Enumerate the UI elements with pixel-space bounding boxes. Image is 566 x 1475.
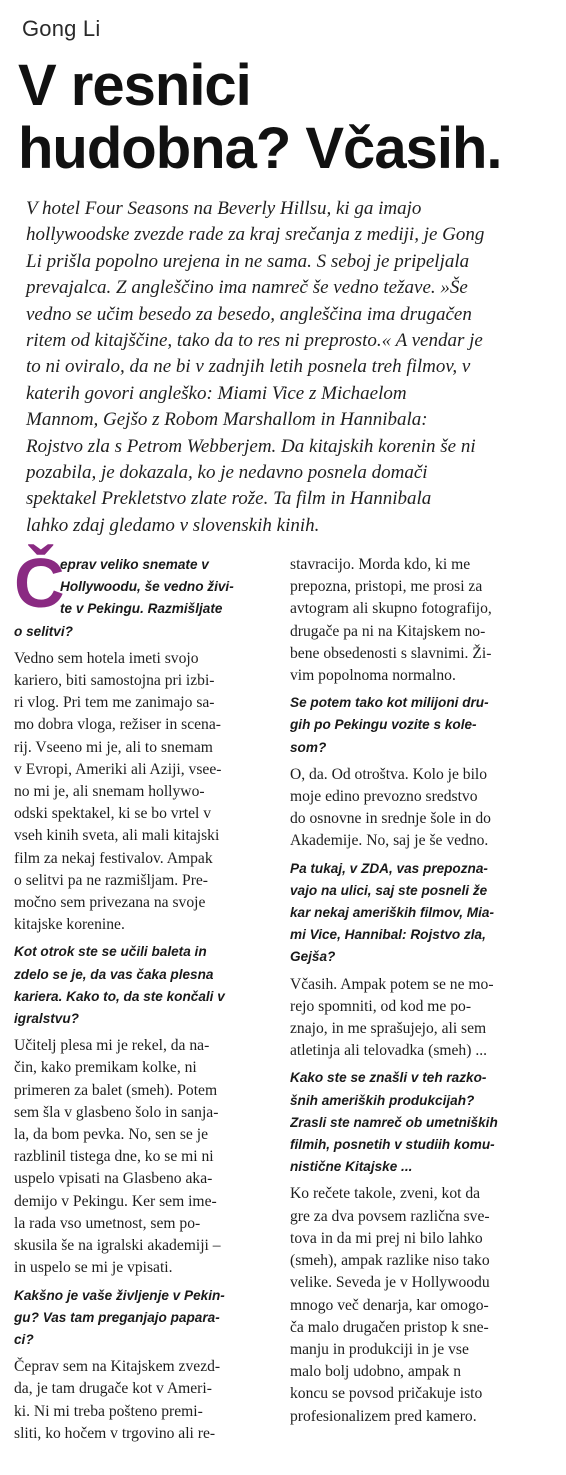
lead-line: to ni oviralo, da ne bi v zadnjih letih posnela treh filmov, v — [26, 356, 471, 378]
text-line: Pa tukaj, v ZDA, vas prepozna- — [290, 860, 488, 876]
text-line: Včasih. Ampak potem se ne mo- — [290, 975, 494, 993]
text-line: atletinja ali telovadka (smeh) ... — [290, 1042, 488, 1060]
text-line: gu? Vas tam preganjajo papara- — [14, 1309, 220, 1325]
text-line: ča malo drugačen pristop k sne- — [290, 1318, 489, 1336]
lead-line: prevajalca. Z angleščino ima namreč še vedno težave. »Še — [26, 277, 468, 299]
lead-line: spektakel Prekletstvo zlate rože. Ta film in Hannibala — [26, 488, 432, 510]
text-line: Hollywoodu, še vedno živi- — [60, 579, 234, 595]
interview-answer — [14, 1356, 270, 1445]
text-line: kariera. Kako to, da ste končali v — [14, 988, 225, 1004]
text-line: primeren za balet (smeh). Potem — [14, 1081, 218, 1099]
article-headline — [18, 54, 558, 180]
text-line: som? — [290, 739, 327, 755]
text-line: manju in produkciji in je vse — [290, 1340, 469, 1358]
text-line: no mi je, ali snemam hollywo- — [14, 783, 205, 801]
text-line: Kako ste se znašli v teh razko- — [290, 1070, 487, 1086]
interview-question — [290, 858, 546, 969]
text-line: Čeprav sem na Kitajskem zvezd- — [14, 1358, 221, 1376]
text-line: (smeh), ampak razlike niso tako — [290, 1252, 490, 1270]
text-line: ci? — [14, 1331, 34, 1347]
text-line: v Evropi, Ameriki ali Aziji, vsee- — [14, 760, 222, 778]
article-kicker: Gong Li — [22, 16, 101, 41]
text-line: in uspelo se mi je vpisati. — [14, 1259, 173, 1277]
lead-line: Li prišla popolno urejena in ne sama. S seboj je pripeljala — [26, 250, 470, 272]
text-line: šnih ameriških produkcijah? — [290, 1092, 475, 1108]
text-line: Zrasli ste namreč ob umetniških — [290, 1114, 498, 1130]
text-line: film za nekaj festivalov. Ampak — [14, 849, 213, 867]
text-line: sliti, ko hočem v trgovino ali re- — [14, 1424, 216, 1442]
text-line: kar nekaj ameriških filmov, Mia- — [290, 905, 494, 921]
text-line: la, da bom pevka. No, sen se je — [14, 1126, 209, 1144]
text-line: bene obsedenosti s slavnimi. Ži- — [290, 644, 492, 662]
text-line: filmih, posnetih v studiih komu- — [290, 1137, 495, 1153]
text-line: prepozna, pristopi, me prosi za — [290, 578, 483, 596]
interview-question — [290, 1067, 546, 1178]
interview-answer — [290, 1183, 546, 1427]
text-line: Kakšno je vaše življenje v Pekin- — [14, 1287, 225, 1303]
interview-question — [290, 692, 546, 759]
interview-answer — [14, 648, 270, 937]
interview-answer — [290, 764, 546, 853]
text-line: gih po Pekingu vozite s kole- — [290, 717, 477, 733]
text-line: malo bolj udobno, ampak n — [290, 1363, 462, 1381]
text-line: Kot otrok ste se učili baleta in — [14, 944, 207, 960]
lead-line: vedno se učim besedo za besedo, angleščina ima drugačen — [26, 303, 472, 325]
text-line: avtogram ali skupno fotografijo, — [290, 600, 492, 618]
text-line: Se potem tako kot milijoni dru- — [290, 695, 489, 711]
text-line: do osnovne in srednje šole in do — [290, 810, 491, 828]
text-line: eprav veliko snemate v — [60, 557, 209, 572]
interview-answer — [14, 1035, 270, 1279]
text-line: uspelo vpisati na Glasbeno aka- — [14, 1170, 213, 1188]
text-line: Ko rečete takole, zveni, kot da — [290, 1185, 481, 1203]
text-line: rij. Vseeno mi je, ali to snemam — [14, 738, 213, 756]
text-line: zdelo se je, da vas čaka plesna — [14, 966, 214, 982]
text-line: odski spektakel, ki se bo vrtel v — [14, 805, 212, 823]
text-line: koncu se povsod pričakuje isto — [290, 1385, 483, 1403]
left-column — [14, 544, 270, 1445]
right-column — [290, 554, 546, 1428]
text-line: Učitelj plesa mi je rekel, da na- — [14, 1037, 210, 1055]
text-line: profesionalizem pred kamero. — [290, 1407, 477, 1425]
text-line: mo dobra vloga, režiser in scena- — [14, 716, 221, 734]
interview-question — [14, 544, 270, 643]
lead-line: Mannom, Gejšo z Robom Marshallom in Hannibala: — [26, 409, 428, 431]
article-lead — [26, 196, 556, 539]
text-line: sem šla v glasbeno šolo in sanja- — [14, 1103, 219, 1121]
text-line: znajo, in me sprašujejo, ali sem — [290, 1020, 487, 1038]
text-line: Vedno sem hotela imeti svojo — [14, 649, 199, 667]
lead-line: pozabila, je dokazala, ko je nedavno posnela domači — [26, 462, 428, 484]
text-line: Akademije. No, saj je še vedno. — [290, 832, 489, 850]
text-line: nistične Kitajske ... — [290, 1159, 413, 1175]
text-line: čin, kako premikam kolke, ni — [14, 1059, 197, 1077]
text-line: da, je tam drugače kot v Ameri- — [14, 1380, 212, 1398]
lead-line: katerih govori angleško: Miami Vice z Michaelom — [26, 382, 407, 404]
text-line: gre za dva povsem različna sve- — [290, 1207, 490, 1225]
interview-answer — [290, 554, 546, 687]
headline-line: V resnici — [18, 53, 251, 118]
text-line: vim popolnoma normalno. — [290, 667, 456, 685]
text-line: mi Vice, Hannibal: Rojstvo zla, — [290, 927, 486, 943]
lead-line: ritem od kitajščine, tako da to res ni preprosto.« A vendar je — [26, 330, 483, 352]
text-line: stavracijo. Morda kdo, ki me — [290, 556, 471, 573]
interview-answer — [290, 974, 546, 1063]
lead-line: hollywoodske zvezde rade za kraj srečanja z mediji, je Gong — [26, 224, 485, 246]
text-line: o selitvi? — [14, 623, 73, 639]
text-line: velike. Seveda je v Hollywoodu — [290, 1274, 490, 1292]
lead-line: lahko zdaj gledamo v slovenskih kinih. — [26, 514, 320, 536]
text-line: demijo v Pekingu. Ker sem ime- — [14, 1192, 217, 1210]
lead-line: V hotel Four Seasons na Beverly Hillsu, ki ga imajo — [26, 198, 422, 219]
text-line: močno sem privezana na svoje — [14, 894, 206, 912]
text-line: moje edino prevozno sredstvo — [290, 788, 478, 806]
text-line: kitajske korenine. — [14, 916, 125, 934]
text-line: drugače pa ni na Kitajskem no- — [290, 622, 486, 640]
text-line: rejo spomniti, od kod me po- — [290, 997, 472, 1015]
text-line: skusila še na igralski akademiji – — [14, 1237, 221, 1255]
headline-line: hudobna? Včasih. — [18, 116, 502, 181]
text-line: ki. Ni mi treba pošteno premi- — [14, 1402, 203, 1420]
text-line: vseh kinih sveta, ali mali kitajski — [14, 827, 220, 845]
text-line: kariero, biti samostojna pri izbi- — [14, 672, 215, 690]
text-line: O, da. Od otroštva. Kolo je bilo — [290, 765, 488, 783]
lead-line: Rojstvo zla s Petrom Webberjem. Da kitajskih korenin še ni — [26, 435, 476, 457]
text-line: o selitvi pa ne razmišljam. Pre- — [14, 871, 209, 889]
text-line: vajo na ulici, saj ste posneli že — [290, 882, 488, 898]
drop-cap: Č — [14, 544, 65, 622]
text-line: mnogo več denarja, kar omogo- — [290, 1296, 489, 1314]
text-line: ri vlog. Pri tem me zanimajo sa- — [14, 694, 215, 712]
interview-question — [14, 941, 270, 1030]
text-line: te v Pekingu. Razmišljate — [60, 601, 223, 617]
text-line: tova in da mi prej ni bilo lahko — [290, 1229, 483, 1247]
interview-question — [14, 1285, 270, 1352]
text-line: la rada vso umetnost, sem po- — [14, 1214, 201, 1232]
text-line: Gejša? — [290, 949, 336, 965]
text-line: igralstvu? — [14, 1011, 79, 1027]
text-line: razblinil tistega dne, ko se mi ni — [14, 1148, 214, 1166]
